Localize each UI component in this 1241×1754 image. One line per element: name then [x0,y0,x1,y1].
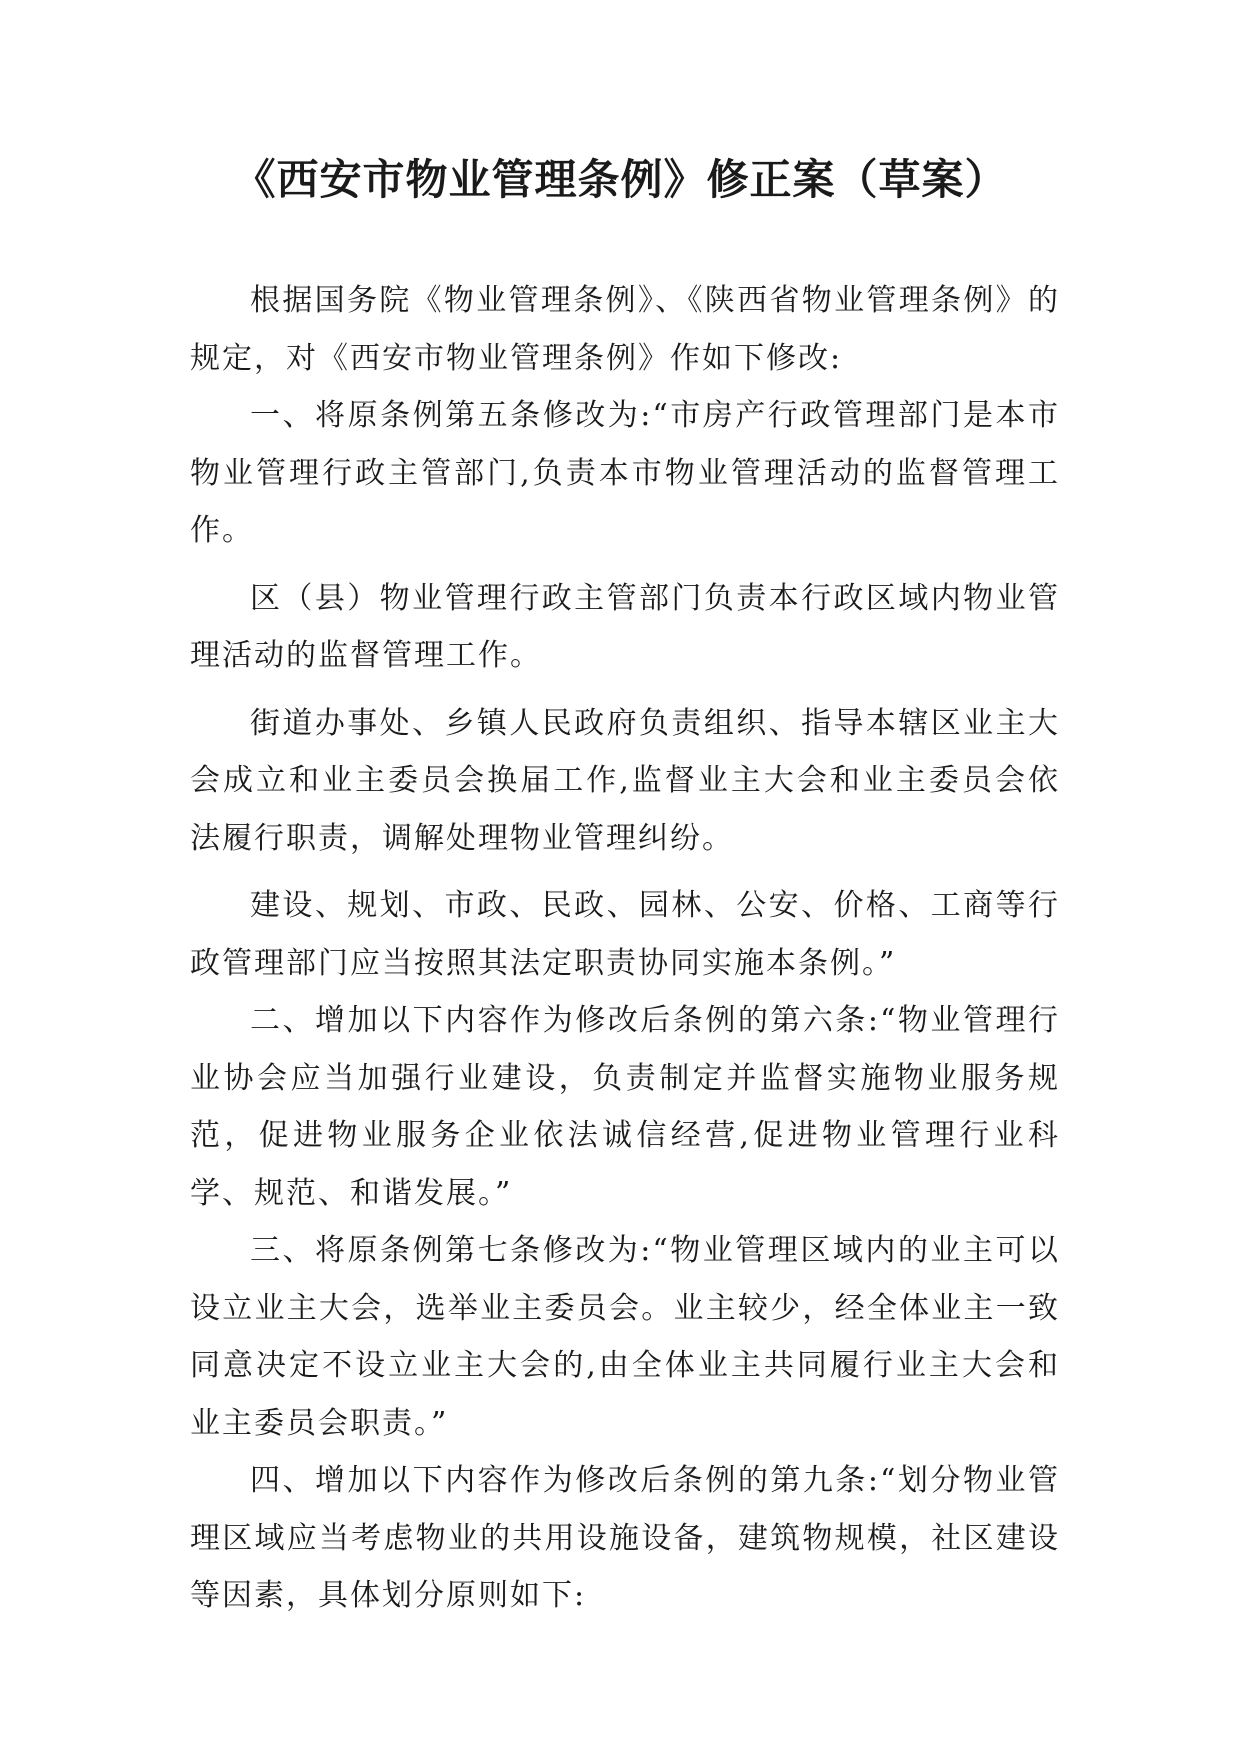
paragraph-amendment-3: 三、将原条例第七条修改为:“物业管理区域内的业主可以设立业主大会，选举业主委员会。业主较少，经全体业主一致同意决定不设立业主大会的,由全体业主共同履行业主大会和业主委员会职责。” [190,1233,1060,1441]
document-title: 《西安市物业管理条例》修正案（草案） [233,155,1008,204]
paragraph-amendment-4: 四、增加以下内容作为修改后条例的第九条:“划分物业管理区域应当考虑物业的共用设施设备，建筑物规模，社区建设等因素，具体划分原则如下: [190,1463,1060,1613]
paragraph-amendment-2: 二、增加以下内容作为修改后条例的第六条:“物业管理行业协会应当加强行业建设，负责制定并监督实施物业服务规范，促进物业服务企业依法诚信经营,促进物业管理行业科学、规范、和谐发展。” [190,1003,1060,1211]
document-body [190,272,1060,1625]
paragraph-amendment-1-departments: 建设、规划、市政、民政、园林、公安、价格、工商等行政管理部门应当按照其法定职责协同实施本条例。” [190,888,1060,981]
paragraph-amendment-1: 一、将原条例第五条修改为:“市房产行政管理部门是本市物业管理行政主管部门,负责本市物业管理活动的监督管理工作。 [190,398,1060,548]
paragraph-preamble: 根据国务院《物业管理条例》、《陕西省物业管理条例》的规定，对《西安市物业管理条例》作如下修改: [190,283,1060,376]
paragraph-amendment-1-district: 区（县）物业管理行政主管部门负责本行政区域内物业管理活动的监督管理工作。 [190,580,1060,673]
paragraph-amendment-1-street-office: 街道办事处、乡镇人民政府负责组织、指导本辖区业主大会成立和业主委员会换届工作,监督业主大会和业主委员会依法履行职责，调解处理物业管理纠纷。 [190,705,1060,856]
